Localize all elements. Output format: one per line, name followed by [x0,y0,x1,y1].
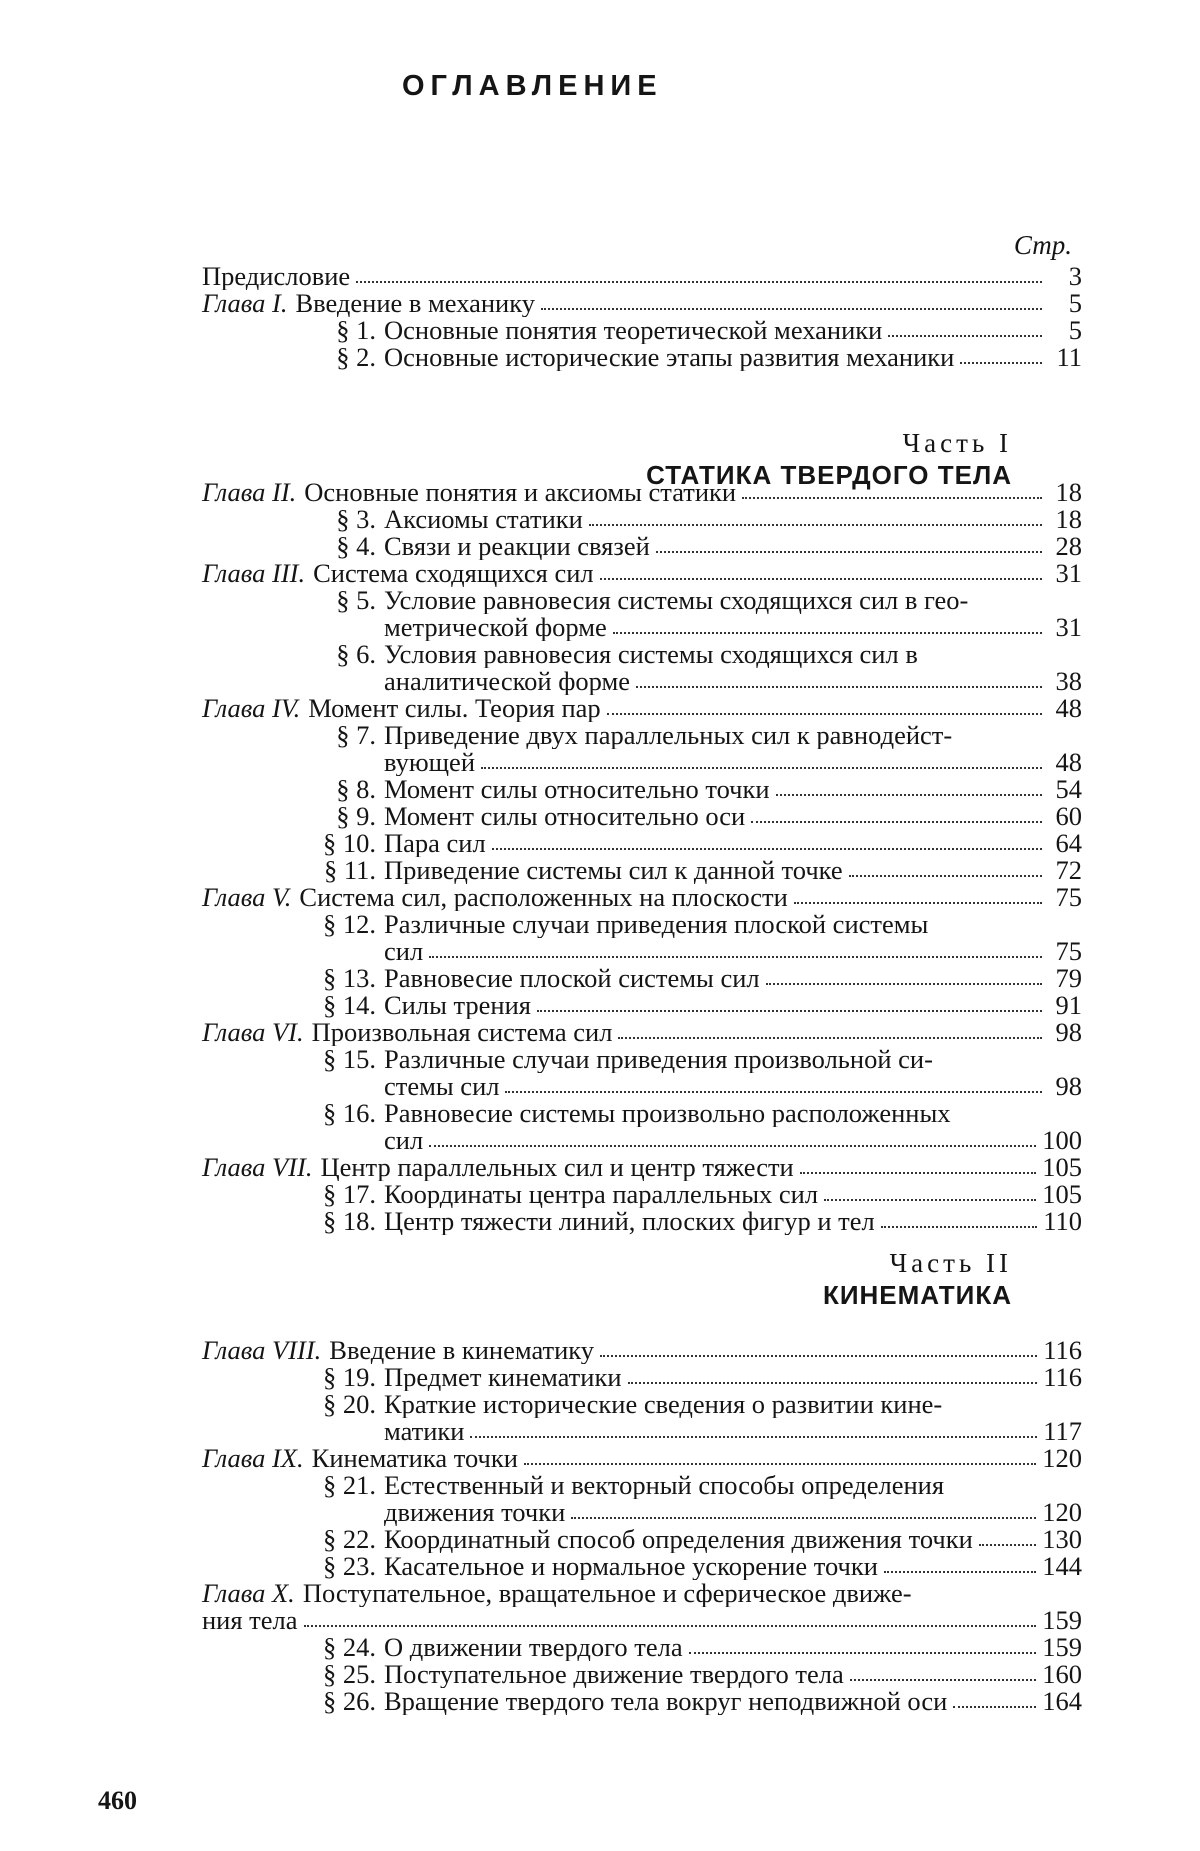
section-label: § 6. [336,639,376,669]
toc-entry [202,1634,1082,1661]
entry-title: Поступательное, вращательное и сферическое движе- [302,1580,912,1607]
entry-title: Момент силы. Теория пар [308,695,601,722]
section-label: § 20. [323,1389,376,1419]
entry-title: Произвольная система сил [311,1019,613,1046]
toc-entry-continuation [202,1127,1082,1154]
toc-entry [202,587,1082,614]
toc-intro [202,263,1082,371]
section-label: § 8. [336,774,376,804]
entry-title: Координаты центра параллельных сил [384,1181,819,1208]
toc-entry [202,695,1082,722]
toc-entry-continuation [202,1418,1082,1445]
entry-title-continued: сил [384,938,424,965]
entry-title-continued: аналитической форме [384,668,631,695]
page-ref: 159 [1042,1605,1082,1635]
toc-entry [202,560,1082,587]
section-label: § 9. [336,801,376,831]
toc-entry [202,1553,1082,1580]
dot-leader [618,1033,1042,1039]
page-ref: 72 [1055,855,1082,885]
toc-entry [202,290,1082,317]
chapter-label: Глава VIII. [202,1335,322,1365]
page-ref: 75 [1055,936,1082,966]
entry-title: О движении твердого тела [384,1634,683,1661]
chapter-label: Глава X. [202,1578,295,1608]
entry-title: Различные случаи приведения произвольной си- [384,1046,933,1073]
part-1-label: Часть I [902,428,1012,458]
section-label: § 10. [323,828,376,858]
entry-title-continued: сил [384,1127,424,1154]
toc-entry [202,884,1082,911]
toc-entry [202,317,1082,344]
entry-title: Система сходящихся сил [313,560,594,587]
page-ref: 98 [1055,1071,1082,1101]
section-label: § 12. [323,909,376,939]
entry-title: Аксиомы статики [384,506,583,533]
entry-title: Центр тяжести линий, плоских фигур и тел [384,1208,875,1235]
entry-title: Краткие исторические сведения о развитии кине- [384,1391,943,1418]
toc-entry [202,1046,1082,1073]
page-ref: 31 [1055,558,1082,588]
section-label: § 13. [323,963,376,993]
toc-entry [202,1472,1082,1499]
page-ref: 79 [1055,963,1082,993]
chapter-label: Глава III. [202,558,306,588]
dot-leader [304,1621,1037,1627]
page-ref: 130 [1042,1524,1082,1554]
dot-leader [524,1459,1036,1465]
dot-leader [492,844,1042,850]
entry-title: Приведение двух параллельных сил к равнодейст- [384,722,953,749]
page-ref: 64 [1055,828,1082,858]
entry-title-continued: матики [384,1418,465,1445]
dot-leader [589,520,1042,526]
page-ref: 75 [1055,882,1082,912]
entry-title: Пара сил [384,830,486,857]
section-label: § 1. [336,315,376,345]
dot-leader [881,1222,1037,1228]
part-1-entries [202,479,1082,1235]
section-label: § 14. [323,990,376,1020]
toc-entry-continuation [202,668,1082,695]
toc-entry [202,1688,1082,1715]
section-label: § 19. [323,1362,376,1392]
entry-title: Различные случаи приведения плоской системы [384,911,929,938]
entry-title: Поступательное движение твердого тела [384,1661,844,1688]
entry-title: Введение в кинематику [329,1337,595,1364]
dot-leader [766,979,1042,985]
page-ref: 98 [1055,1017,1082,1047]
section-label: § 23. [323,1551,376,1581]
toc-entry [202,1364,1082,1391]
page-ref: 160 [1042,1659,1082,1689]
section-label: § 17. [323,1179,376,1209]
toc-entry [202,533,1082,560]
entry-title: Условия равновесия системы сходящихся сил в [384,641,918,668]
toc-entry [202,803,1082,830]
entry-title: Приведение системы сил к данной точке [384,857,843,884]
part-2-entries [202,1337,1082,1715]
chapter-label: Глава VII. [202,1152,313,1182]
dot-leader [628,1378,1038,1384]
dot-leader [429,952,1042,958]
dot-leader [571,1513,1036,1519]
page-ref: 164 [1042,1686,1082,1716]
dot-leader [505,1087,1042,1093]
dot-leader [960,358,1042,364]
section-label: § 22. [323,1524,376,1554]
toc-entry-continuation [202,938,1082,965]
entry-title: Введение в механику [295,290,535,317]
entry-title: Основные исторические этапы развития механики [384,344,955,371]
dot-leader [850,1675,1037,1681]
entry-title: Момент силы относительно оси [384,803,746,830]
entry-title: Условие равновесия системы сходящихся сил в гео- [384,587,969,614]
page-ref: 116 [1043,1362,1082,1392]
page-ref: 91 [1055,990,1082,1020]
entry-title: Система сил, расположенных на плоскости [299,884,788,911]
section-label: § 11. [323,855,376,885]
toc-entry [202,992,1082,1019]
dot-leader [656,547,1042,553]
part-2-heading [202,1248,1082,1312]
toc-entry [202,506,1082,533]
toc-entry-continuation [202,1073,1082,1100]
toc-entry [202,830,1082,857]
section-label: § 24. [323,1632,376,1662]
entry-title-continued: метрической форме [384,614,607,641]
entry-title: Основные понятия и аксиомы статики [304,479,737,506]
part-2-label: Часть II [889,1248,1012,1278]
entry-title: Равновесие системы произвольно расположенных [384,1100,951,1127]
dot-leader [794,898,1042,904]
toc-title: ОГЛАВЛЕНИЕ [402,70,663,102]
entry-title-continued: движения точки [384,1499,566,1526]
chapter-label: Глава V. [202,882,292,912]
toc-entry [202,857,1082,884]
toc-entry [202,1337,1082,1364]
page-ref: 110 [1043,1206,1082,1236]
entry-title: Вращение твердого тела вокруг неподвижной оси [384,1688,948,1715]
page-ref: 105 [1042,1179,1082,1209]
dot-leader [800,1168,1037,1174]
entry-title: Касательное и нормальное ускорение точки [384,1553,878,1580]
toc-entry [202,344,1082,371]
page-ref: 120 [1042,1443,1082,1473]
entry-title-continued: ния тела [202,1607,298,1634]
toc-entry [202,965,1082,992]
dot-leader [888,331,1042,337]
chapter-label: Глава IV. [202,693,301,723]
entry-title: Основные понятия теоретической механики [384,317,883,344]
dot-leader [470,1432,1037,1438]
page-ref: 54 [1055,774,1082,804]
page-ref: 5 [1068,315,1082,345]
toc-entry [202,641,1082,668]
entry-title: Естественный и векторный способы определения [384,1472,945,1499]
dot-leader [429,1141,1036,1147]
entry-title: Связи и реакции связей [384,533,650,560]
dot-leader [884,1567,1036,1573]
toc-entry-continuation [202,749,1082,776]
section-label: § 2. [336,342,376,372]
toc-entry [202,1019,1082,1046]
toc-entry-continuation [202,1607,1082,1634]
page-ref: 5 [1068,288,1082,318]
entry-title: Кинематика точки [311,1445,518,1472]
toc-entry-continuation [202,1499,1082,1526]
toc-entry [202,1526,1082,1553]
dot-leader [481,763,1042,769]
entry-title: Момент силы относительно точки [384,776,770,803]
dot-leader [953,1702,1036,1708]
entry-title: Предисловие [202,263,351,290]
page-ref: 105 [1042,1152,1082,1182]
section-label: § 16. [323,1098,376,1128]
toc-entry [202,1154,1082,1181]
dot-leader [979,1540,1036,1546]
dot-leader [541,304,1042,310]
toc-entry-continuation [202,614,1082,641]
section-label: § 26. [323,1686,376,1716]
entry-title: Предмет кинематики [384,1364,622,1391]
toc-entry [202,1661,1082,1688]
dot-leader [742,493,1042,499]
section-label: § 18. [323,1206,376,1236]
entry-title-continued: стемы сил [384,1073,500,1100]
section-label: § 5. [336,585,376,615]
dot-leader [607,709,1042,715]
page-ref: 18 [1055,504,1082,534]
entry-title: Координатный способ определения движения точки [384,1526,973,1553]
page-ref: 117 [1043,1416,1082,1446]
page-ref: 28 [1055,531,1082,561]
entry-title-continued: вующей [384,749,476,776]
page-ref: 31 [1055,612,1082,642]
page-ref: 11 [1056,342,1082,372]
chapter-label: Глава VI. [202,1017,304,1047]
toc-entry [202,263,1082,290]
toc-entry [202,1445,1082,1472]
section-label: § 15. [323,1044,376,1074]
dot-leader [600,574,1042,580]
page-ref: 100 [1042,1125,1082,1155]
section-label: § 7. [336,720,376,750]
section-label: § 25. [323,1659,376,1689]
page-ref: 159 [1042,1632,1082,1662]
page-ref: 38 [1055,666,1082,696]
entry-title: Центр параллельных сил и центр тяжести [320,1154,794,1181]
section-label: § 4. [336,531,376,561]
dot-leader [356,277,1042,283]
dot-leader [824,1195,1036,1201]
toc-entry [202,1100,1082,1127]
chapter-label: Глава I. [202,288,288,318]
part-1-name: СТАТИКА ТВЕРДОГО ТЕЛА [646,460,1012,490]
entry-title: Равновесие плоской системы сил [384,965,760,992]
chapter-label: Глава IX. [202,1443,304,1473]
dot-leader [751,817,1042,823]
entry-title: Силы трения [384,992,531,1019]
chapter-label: Глава II. [202,477,297,507]
page-column-header: Стр. [1013,230,1072,260]
dot-leader [689,1648,1037,1654]
page-ref: 60 [1055,801,1082,831]
dot-leader [613,628,1042,634]
page-number: 460 [98,1786,137,1815]
page-ref: 120 [1042,1497,1082,1527]
dot-leader [600,1351,1037,1357]
section-label: § 21. [323,1470,376,1500]
toc-entry [202,1580,1082,1607]
page-ref: 48 [1055,693,1082,723]
toc-entry [202,479,1082,506]
dot-leader [849,871,1042,877]
section-label: § 3. [336,504,376,534]
page-ref: 48 [1055,747,1082,777]
toc-entry [202,911,1082,938]
dot-leader [636,682,1042,688]
page-ref: 144 [1042,1551,1082,1581]
toc-entry [202,1391,1082,1418]
toc-entry [202,1208,1082,1235]
part-2-name: КИНЕМАТИКА [822,1280,1012,1310]
dot-leader [537,1006,1042,1012]
dot-leader [776,790,1042,796]
page-ref: 18 [1055,477,1082,507]
toc-entry [202,776,1082,803]
page-ref: 116 [1043,1335,1082,1365]
page-ref: 3 [1068,261,1082,291]
toc-entry [202,1181,1082,1208]
toc-entry [202,722,1082,749]
